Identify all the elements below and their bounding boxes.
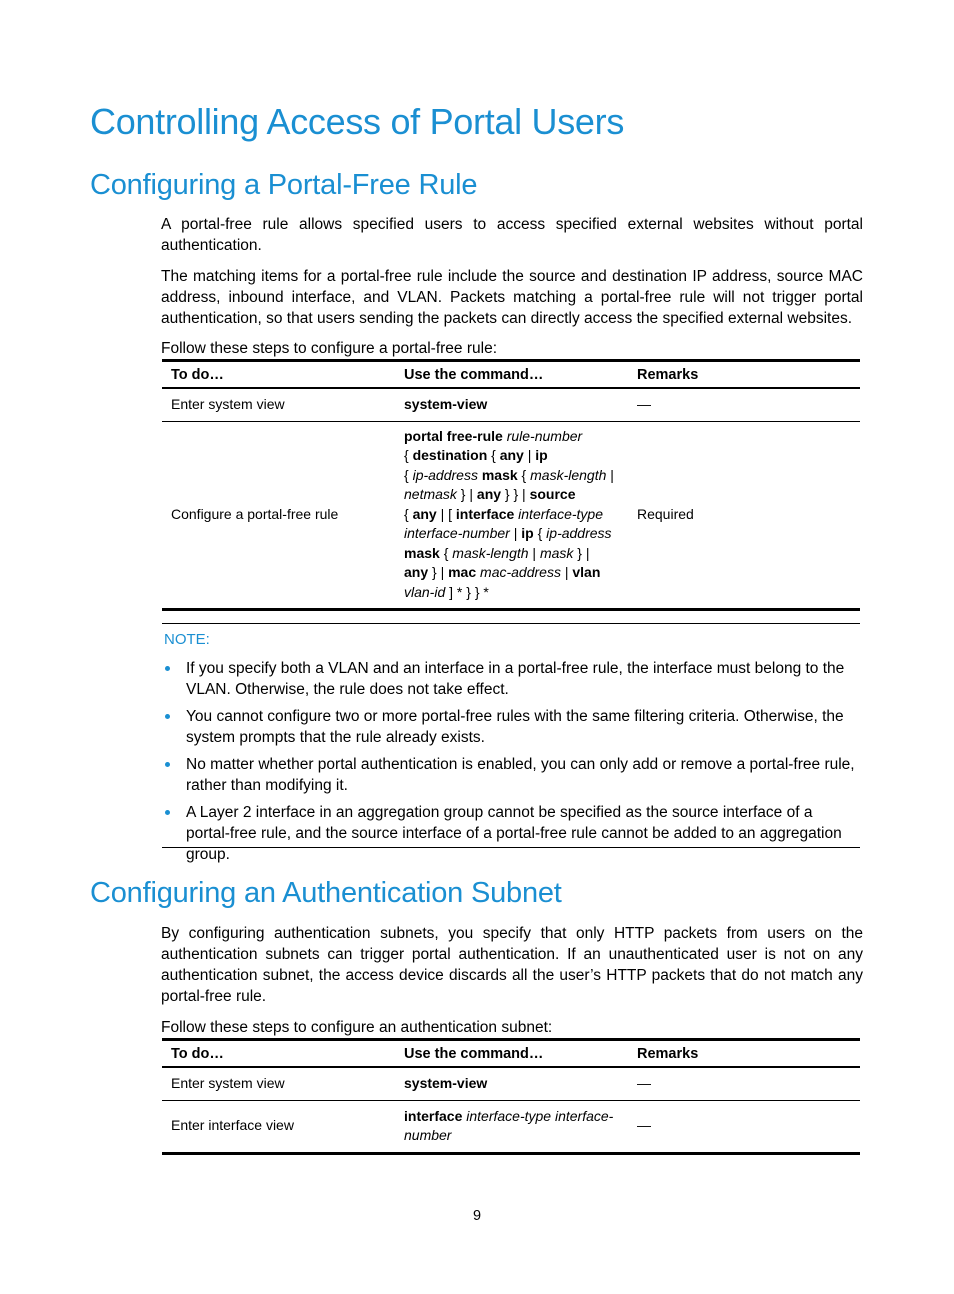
bullet-icon — [165, 714, 170, 719]
command-syntax: portal free-rule rule-number { destination { any | ip { ip-address mask { mask-length | netmask } | any } } | source { any | [ interface interface-type interface-number | ip { ip-address mask { mask-length | mask } | any } | mac mac-address | vlan vlan-id ] * } } * — [404, 427, 614, 600]
section1-paragraph-1: A portal-free rule allows specified users to access specified external websites without portal authentication. — [161, 216, 863, 254]
section2-table-lead: Follow these steps to configure an authentication subnet: — [161, 1019, 553, 1036]
column-header-remarks: Remarks — [628, 1040, 860, 1068]
bullet-icon — [165, 762, 170, 767]
remarks-cell: — — [628, 1067, 860, 1100]
column-header-command: Use the command… — [395, 361, 628, 389]
bullet-icon — [165, 666, 170, 671]
table-header-row — [162, 1040, 860, 1068]
command-cell — [395, 1100, 628, 1153]
table-row — [162, 421, 860, 610]
table-row — [162, 1067, 860, 1100]
note-item: No matter whether portal authentication is enabled, you can only add or remove a portal-free rule, rather than modifying it. — [162, 754, 860, 796]
note-item: You cannot configure two or more portal-free rules with the same filtering criteria. Otherwise, the system prompts that the rule already exists. — [162, 706, 860, 748]
table-row — [162, 388, 860, 421]
command-cell — [395, 421, 628, 610]
column-header-command: Use the command… — [395, 1040, 628, 1068]
note-item: If you specify both a VLAN and an interface in a portal-free rule, the interface must belong to the VLAN. Otherwise, the rule does not take effect. — [162, 658, 860, 700]
todo-cell: Enter interface view — [162, 1100, 395, 1153]
column-header-remarks: Remarks — [628, 361, 860, 389]
remarks-cell: Required — [628, 421, 860, 610]
page-title: Controlling Access of Portal Users — [90, 101, 625, 142]
note-box — [162, 623, 860, 863]
command-argument: interface-type interface-number — [404, 1107, 614, 1143]
page-number: 9 — [472, 1208, 482, 1224]
command-keyword: interface — [404, 1107, 463, 1124]
remarks-cell: — — [628, 388, 860, 421]
table-header-row — [162, 361, 860, 389]
authentication-subnet-table — [162, 1038, 860, 1155]
note-item: A Layer 2 interface in an aggregation group cannot be specified as the source interface of a portal-free rule, and the source interface of a portal-free rule cannot be added to an aggregation group. — [162, 802, 860, 865]
section1-paragraph-2: The matching items for a portal-free rule include the source and destination IP address, source MAC address, inbound interface, and VLAN. Packets matching a portal-free rule will not trigger portal authentication, so that users sending the packets can directly access the specified external websites. — [161, 268, 863, 327]
remarks-cell: — — [628, 1100, 860, 1153]
note-list — [162, 658, 860, 871]
section2-paragraph-1: By configuring authentication subnets, you specify that only HTTP packets from users on the authentication subnets can trigger portal authentication. If an unauthenticated user is not on any authentication subnet, the access device discards all the user’s HTTP packets that do not match any portal-free rule. — [161, 925, 863, 1005]
command-cell: system-view — [395, 1067, 628, 1100]
todo-cell: Enter system view — [162, 1067, 395, 1100]
column-header-todo: To do… — [162, 361, 395, 389]
section-heading-authentication-subnet: Configuring an Authentication Subnet — [90, 877, 562, 909]
column-header-todo: To do… — [162, 1040, 395, 1068]
table-row — [162, 1100, 860, 1153]
section-heading-portal-free-rule: Configuring a Portal-Free Rule — [90, 169, 478, 201]
todo-cell: Enter system view — [162, 388, 395, 421]
bullet-icon — [165, 810, 170, 815]
portal-free-rule-table — [162, 359, 860, 611]
note-label: NOTE: — [164, 631, 210, 648]
section1-table-lead: Follow these steps to configure a portal-free rule: — [161, 340, 498, 357]
command-cell: system-view — [395, 388, 628, 421]
todo-cell: Configure a portal-free rule — [162, 421, 395, 610]
